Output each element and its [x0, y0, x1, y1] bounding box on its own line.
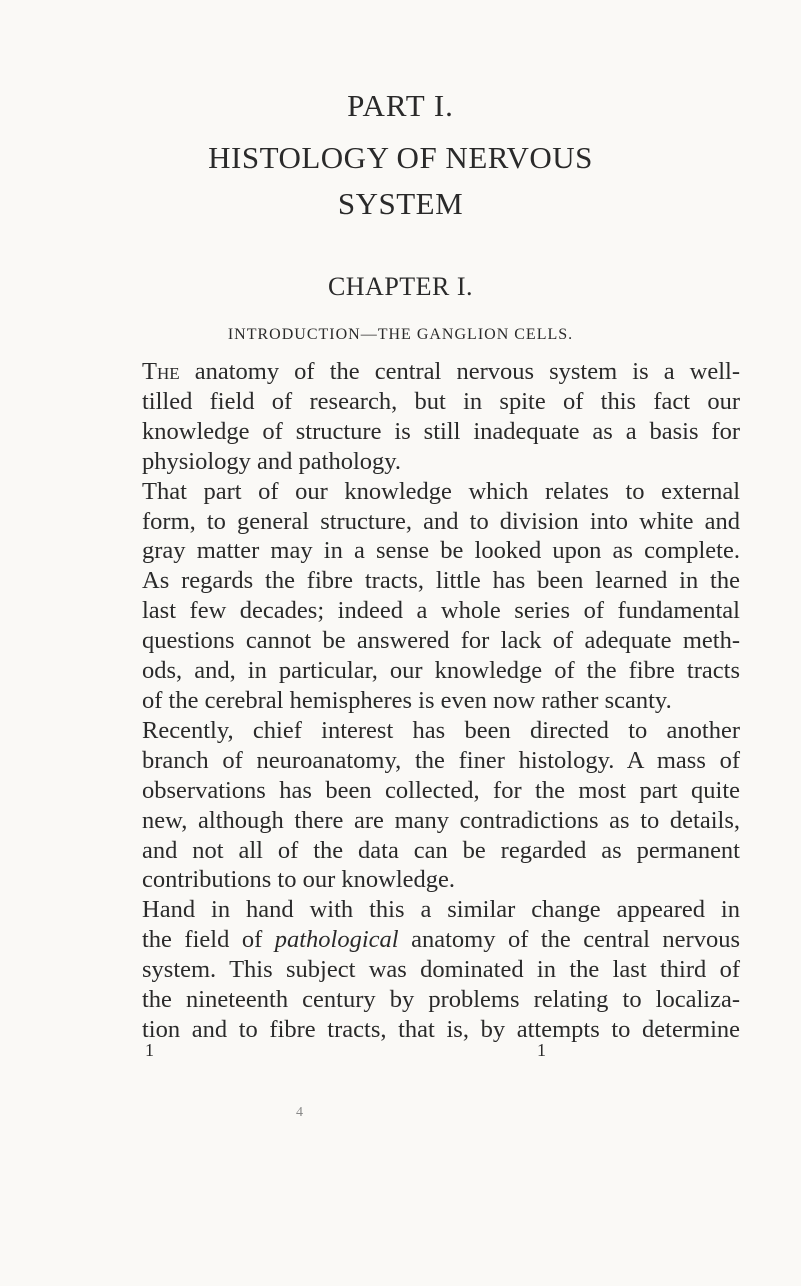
- part-heading: PART I.: [347, 88, 454, 123]
- text-line: the nineteenth century by problems relating to localiza-: [142, 986, 740, 1014]
- body-text: [142, 357, 740, 1045]
- text-line: last few decades; indeed a whole series of fundamental: [142, 597, 740, 625]
- chapter-heading: CHAPTER I.: [327, 272, 474, 301]
- text-line: The anatomy of the central nervous system is a well-: [142, 358, 740, 385]
- text-line: Recently, chief interest has been directed to another: [142, 716, 740, 744]
- text-line: the field of pathological anatomy of the central nervous: [142, 926, 740, 954]
- page-number-left: 1: [145, 1040, 154, 1060]
- scan-mark: 4: [296, 1105, 303, 1120]
- text-line: new, although there are many contradictions as to details,: [142, 806, 740, 834]
- text-line: of the cerebral hemispheres is even now rather scanty.: [142, 686, 672, 714]
- text-line: tion and to fibre tracts, that is, by attempts to determine: [142, 1015, 740, 1043]
- text-line: ods, and, in particular, our knowledge of the fibre tracts: [142, 657, 740, 685]
- text-line: That part of our knowledge which relates to external: [142, 477, 740, 505]
- title-line-1: HISTOLOGY OF NERVOUS: [208, 140, 593, 175]
- title-line-2: SYSTEM: [337, 186, 464, 221]
- page-number-right: 1: [537, 1040, 546, 1060]
- chapter-subtitle: INTRODUCTION—THE GANGLION CELLS.: [227, 326, 574, 343]
- text-line: knowledge of structure is still inadequate as a basis for: [142, 417, 740, 445]
- text-line: tilled field of research, but in spite of this fact our: [142, 387, 740, 415]
- text-line: Hand in hand with this a similar change appeared in: [142, 896, 740, 924]
- text-line: questions cannot be answered for lack of adequate meth-: [142, 627, 740, 655]
- text-line: gray matter may in a sense be looked upon as complete.: [142, 537, 740, 565]
- text-line: system. This subject was dominated in the last third of: [142, 956, 740, 984]
- text-line: observations has been collected, for the most part quite: [142, 776, 740, 804]
- first-word: The: [142, 358, 180, 385]
- italic-word: pathological: [274, 926, 399, 954]
- text-line: and not all of the data can be regarded as permanent: [142, 836, 740, 864]
- text-line: physiology and pathology.: [142, 447, 402, 475]
- text-line: branch of neuroanatomy, the finer histology. A mass of: [142, 746, 740, 774]
- text-line: form, to general structure, and to division into white and: [142, 507, 740, 535]
- text-line: As regards the fibre tracts, little has been learned in the: [142, 567, 740, 595]
- text-line: contributions to our knowledge.: [142, 866, 456, 894]
